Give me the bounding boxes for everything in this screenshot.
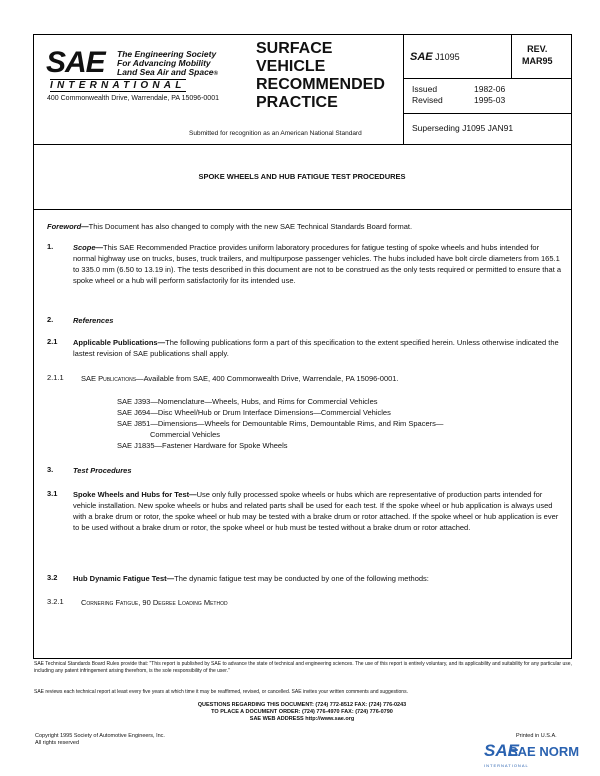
reference-item: Commercial Vehicles [150, 430, 221, 439]
sae-publications-paragraph: SAE Publications—Available from SAE, 400 Commonwealth Drive, Warrendale, PA 15096-0001. [81, 374, 399, 383]
cornering-fatigue-heading: Cornering Fatigue, 90 Degree Loading Method [81, 598, 228, 607]
section-1-number: 1. [47, 242, 54, 251]
section-2-number: 2. [47, 315, 54, 324]
section-32-number: 3.2 [47, 573, 58, 582]
sae-address: 400 Commonwealth Drive, Warrendale, PA 15096-0001 [47, 95, 219, 102]
issue-dates: Issued 1982-06 Revised 1995-03 [412, 84, 506, 105]
reference-item: SAE J694—Disc Wheel/Hub or Drum Interface Dimensions—Commercial Vehicles [117, 408, 391, 417]
section-321-number: 3.2.1 [47, 597, 64, 606]
section-3-number: 3. [47, 465, 54, 474]
document-title: SPOKE WHEELS AND HUB FATIGUE TEST PROCEDURES [198, 172, 406, 181]
sae-norm-subtext: INTERNATIONAL [484, 763, 529, 768]
dates-divider [403, 113, 571, 114]
printed-in: Printed in U.S.A. [516, 733, 557, 739]
title-divider [33, 209, 571, 210]
sae-logo: SAE [46, 46, 105, 79]
contact-info: QUESTIONS REGARDING THIS DOCUMENT: (724) 772-8512 FAX: (724) 776-0243 TO PLACE A DOCUMENT ORDER: (724) 776-4970 FAX: (724) 776-0790 SAE WEB ADDRESS http://www.sae.org [197, 702, 407, 722]
sae-norm-logo: SAE [484, 741, 519, 760]
reference-list [117, 396, 557, 451]
review-note: SAE reviews each technical report at least every five years at which time it may be reaffirmed, revised, or cancelled. SAE invites your written comments and suggestions. [34, 689, 408, 695]
scope-paragraph: Scope—This SAE Recommended Practice provides uniform laboratory procedures for fatigue testing of spoke wheels and hubs intended for normal highway use on trucks, buses, truck trailers, and multipurpose passenger vehicles. The hubs included have bolt circle diameters from 165.1 to 335.0 mm (6.50 to 13.19 in). The tests described in this document are not to be construed as the only tests required or permitted to ensure that a spoke wheel or a hub will perform satisfactorily for its intended use. [73, 243, 562, 285]
document-number: SAE J1095 [410, 51, 460, 63]
reference-item: SAE J393—Nomenclature—Wheels, Hubs, and Rims for Commercial Vehicles [117, 397, 378, 406]
society-tagline: The Engineering Society For Advancing Mobility Land Sea Air and Space® [117, 49, 218, 77]
header-column-divider [403, 34, 404, 145]
section-2-heading: References [73, 316, 114, 325]
section-3-heading: Test Procedures [73, 466, 132, 475]
tsb-rules-note: SAE Technical Standards Board Rules provide that: "This report is published by SAE to advance the state of technical and engineering sciences. The use of this report is entirely voluntary, and its applicability and suitability for any particular use, including any patent infringement arising therefrom, is the sole responsibility of the user." [34, 661, 572, 674]
docnum-divider [403, 78, 571, 79]
sae-norm-wordmark: SAE NORM [509, 744, 580, 759]
rev-column-divider [511, 34, 512, 79]
submitted-note: Submitted for recognition as an American National Standard [189, 130, 362, 137]
reference-item: SAE J1835—Fastener Hardware for Spoke Wheels [117, 441, 288, 450]
international-label: INTERNATIONAL [50, 80, 186, 91]
reference-item: SAE J851—Dimensions—Wheels for Demountable Rims, Demountable Rims, and Rim Spacers— [117, 419, 444, 428]
spoke-wheels-paragraph: Spoke Wheels and Hubs for Test—Use only fully processed spoke wheels or hubs which are representative of production parts intended for vehicle installation. New spoke wheels or hubs and related parts shall be used for each test. If the spoke wheel or hub application is always used with a brake drum or rotor, the spoke wheel or hub may be tested with a brake drum or rotor attached. If the spoke wheel or hub application is ever to be used without a brake drum or rotor, the spoke wheel or hub must be tested without a brake drum or rotor attached. [73, 490, 559, 532]
header-divider [33, 144, 571, 145]
section-31-number: 3.1 [47, 489, 58, 498]
document-type-title: SURFACE VEHICLE RECOMMENDED PRACTICE [256, 40, 385, 111]
foreword-paragraph: Foreword—This Document has also changed to comply with the new SAE Technical Standards Board format. [47, 222, 413, 231]
section-21-number: 2.1 [47, 337, 58, 346]
copyright-notice: Copyright 1995 Society of Automotive Engineers, Inc. All rights reserved [35, 733, 165, 746]
supersedes-note: Superseding J1095 JAN91 [412, 123, 514, 133]
section-211-number: 2.1.1 [47, 373, 64, 382]
revision-label: REV. MAR95 [522, 44, 553, 66]
applicable-publications-paragraph: Applicable Publications—The following publications form a part of this specification to the extent specified herein. Unless otherwise indicated the lastest revision of SAE publications shall apply. [73, 338, 559, 358]
hub-dynamic-fatigue-paragraph: Hub Dynamic Fatigue Test—The dynamic fatigue test may be conducted by one of the following methods: [73, 574, 429, 583]
